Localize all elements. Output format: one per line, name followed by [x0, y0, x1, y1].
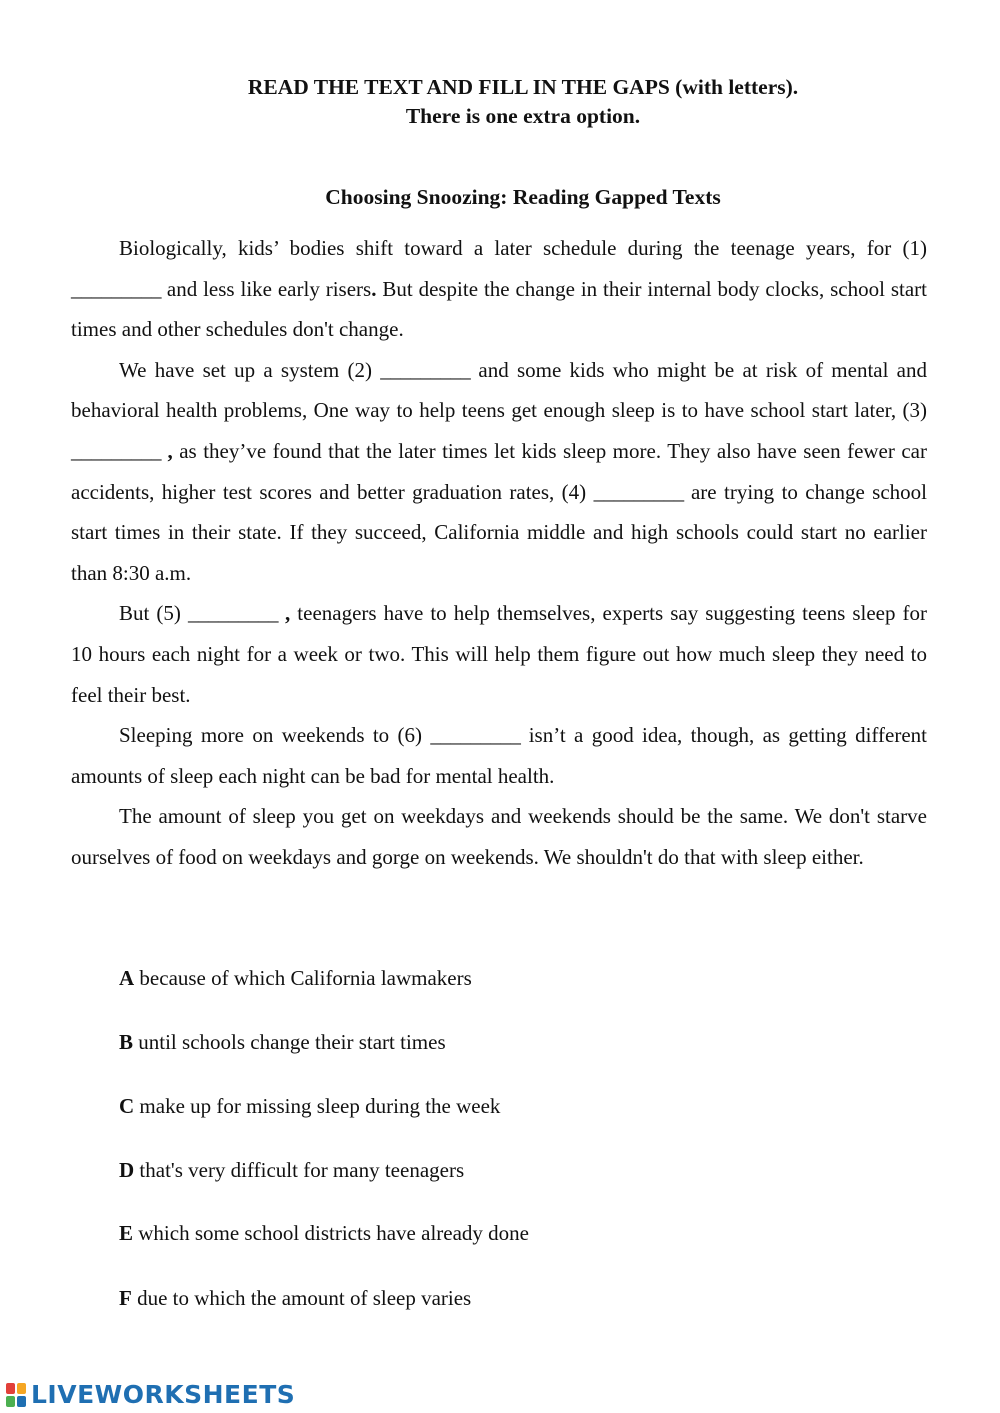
paragraph-3: But (5) _________ , teenagers have to help themselves, experts say suggesting teens sleep for 10 hours each night for a week or two. This will help them figure out how much sleep they need to feel their best. — [71, 601, 928, 707]
paragraph-5: The amount of sleep you get on weekdays and weekends should be the same. We don't starve ourselves of food on weekdays and gorge on weekends. We shouldn't do that with sleep either. — [71, 804, 927, 869]
option-c — [119, 1092, 500, 1120]
option-text: due to which the amount of sleep varies — [131, 1286, 472, 1310]
logo-square — [6, 1396, 15, 1407]
option-text: until schools change their start times — [133, 1030, 446, 1054]
instructions-line-2: There is one extra option. — [405, 104, 641, 128]
gap-5[interactable]: _________ — [187, 601, 278, 626]
option-letter: D — [119, 1158, 135, 1182]
paragraph-1: Biologically, kids’ bodies shift toward a later schedule during the teenage years, for (1) _________ and less like early risers. But despite the change in their internal body clocks, school start times and other schedules don't change. — [71, 236, 927, 342]
logo-text: LIVEWORKSHEETS — [31, 1380, 296, 1409]
instructions-line-1: READ THE TEXT AND FILL IN THE GAPS (with letters). — [247, 75, 799, 99]
reading-text — [71, 228, 927, 878]
option-e — [119, 1219, 529, 1247]
logo-icon — [6, 1383, 26, 1407]
page-title: Choosing Snoozing: Reading Gapped Texts — [325, 185, 721, 209]
option-a — [119, 964, 472, 992]
option-text: because of which California lawmakers — [134, 966, 472, 990]
logo-square — [17, 1383, 26, 1394]
logo-square — [17, 1396, 26, 1407]
option-letter: C — [119, 1094, 135, 1118]
option-b — [119, 1028, 446, 1056]
gap-2[interactable]: _________ — [380, 357, 471, 382]
liveworksheets-logo[interactable] — [6, 1380, 295, 1409]
gap-3[interactable]: _________ — [71, 438, 161, 463]
gap-4[interactable]: _________ — [593, 479, 684, 504]
gap-1[interactable]: _________ — [71, 276, 161, 301]
gap-6[interactable]: _________ — [430, 723, 521, 748]
option-text: that's very difficult for many teenagers — [134, 1158, 465, 1182]
paragraph-2: We have set up a system (2) _________ and some kids who might be at risk of mental and behavioral health problems, One way to help teens get enough sleep is to have school start later, (3) _________ , as they’ve found that the later times let kids sleep more. They also have seen fewer car accidents, higher test scores and better graduation rates, (4) _________ are trying to change school start times in their state. If they succeed, California middle and high schools could start no earlier than 8:30 a.m. — [71, 357, 927, 585]
option-text: make up for missing sleep during the week — [134, 1094, 501, 1118]
paragraph-4: Sleeping more on weekends to (6) _________ isn’t a good idea, though, as getting different amounts of sleep each night can be bad for mental health. — [71, 723, 927, 788]
option-letter: E — [119, 1221, 134, 1245]
option-letter: F — [119, 1286, 132, 1310]
option-d — [119, 1156, 464, 1184]
option-text: which some school districts have already done — [133, 1221, 529, 1245]
option-f — [119, 1284, 471, 1312]
option-letter: B — [119, 1030, 134, 1054]
option-letter: A — [119, 966, 135, 990]
logo-square — [6, 1383, 15, 1394]
